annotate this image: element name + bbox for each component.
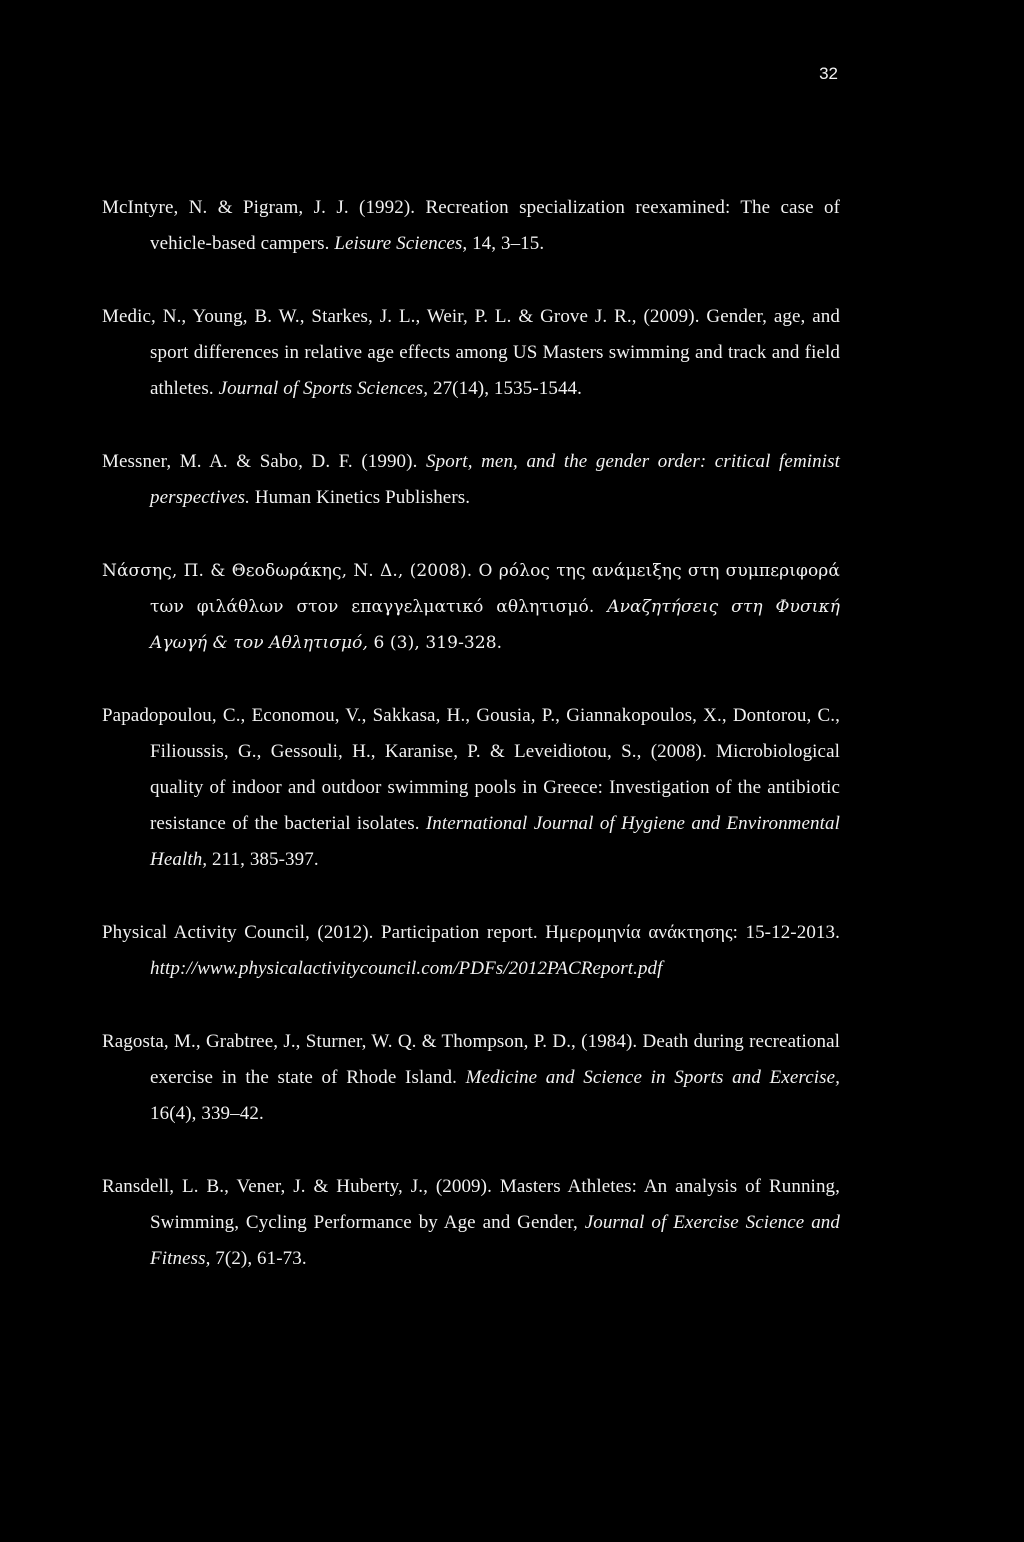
reference-item: [102, 299, 840, 407]
reference-source: Journal of Exercise Science and Fitness,: [150, 1212, 840, 1269]
reference-title: Gender, age, and sport differences in relative age effects among US Masters swimming and track and field athletes.: [150, 306, 840, 399]
reference-item: [102, 915, 840, 987]
reference-item: [102, 553, 840, 661]
reference-authors: Messner, M. A. & Sabo, D. F. (1990).: [102, 451, 418, 472]
reference-item: [102, 698, 840, 878]
reference-title: Masters Athletes: An analysis of Running, Swimming, Cycling Performance by Age and Gender,: [150, 1176, 840, 1233]
reference-title: Microbiological quality of indoor and outdoor swimming pools in Greece: Investigation of the antibiotic resistance of the bacterial isolates.: [150, 741, 840, 834]
page-number: 32: [819, 64, 838, 83]
reference-details: 211, 385-397.: [212, 849, 319, 870]
reference-details: 27(14), 1535-1544.: [432, 378, 583, 399]
reference-title: Participation report. Ημερομηνία ανάκτησης: 15-12-2013.: [381, 922, 840, 943]
reference-source: Αναζητήσεις στη Φυσική Αγωγή & τον Αθλητισμό,: [150, 597, 840, 653]
reference-title: Recreation specialization reexamined: The case of vehicle-based campers.: [150, 197, 840, 254]
reference-authors: Papadopoulou, C., Economou, V., Sakkasa, H., Gousia, P., Giannakopoulos, X., Dontorou, C., Filioussis, G., Gessouli, H., Karanise, P. & Leveidiotou, S., (2008).: [102, 705, 840, 762]
reference-source: Leisure Sciences,: [334, 233, 468, 254]
reference-item: [102, 1024, 840, 1132]
reference-authors: Ragosta, M., Grabtree, J., Sturner, W. Q. & Thompson, P. D., (1984).: [102, 1031, 638, 1052]
reference-item: [102, 1169, 840, 1277]
reference-list: [102, 190, 840, 1314]
reference-authors: Νάσσης, Π. & Θεοδωράκης, Ν. Δ., (2008).: [102, 561, 473, 581]
reference-source: International Journal of Hygiene and Environmental Health,: [150, 813, 840, 870]
reference-source: Medicine and Science in Sports and Exercise,: [465, 1067, 840, 1088]
reference-details: Human Kinetics Publishers.: [254, 487, 471, 508]
reference-source: Journal of Sports Sciences,: [218, 378, 429, 399]
reference-authors: McIntyre, N. & Pigram, J. J. (1992).: [102, 197, 416, 218]
reference-title: Sport, men, and the gender order: critical feminist perspectives.: [150, 451, 841, 508]
reference-authors: Medic, N., Young, B. W., Starkes, J. L., Weir, P. L. & Grove J. R., (2009).: [102, 306, 700, 327]
reference-details: 7(2), 61-73.: [215, 1248, 307, 1269]
reference-authors: Physical Activity Council, (2012).: [102, 922, 374, 943]
reference-details: 6 (3), 319-328.: [373, 633, 503, 653]
reference-title: Ο ρόλος της ανάμειξης στη συμπεριφορά των φιλάθλων στον επαγγελματικό αθλητισμό.: [150, 561, 840, 617]
reference-details: 14, 3–15.: [472, 233, 545, 254]
reference-authors: Ransdell, L. B., Vener, J. & Huberty, J., (2009).: [102, 1176, 492, 1197]
reference-url-link[interactable]: http://www.physicalactivitycouncil.com/PDFs/2012PACReport.pdf: [150, 958, 663, 979]
reference-details: 16(4), 339–42.: [150, 1103, 264, 1124]
reference-title: Death during recreational exercise in the state of Rhode Island.: [150, 1031, 840, 1088]
reference-item: [102, 444, 840, 516]
reference-item: [102, 190, 840, 262]
